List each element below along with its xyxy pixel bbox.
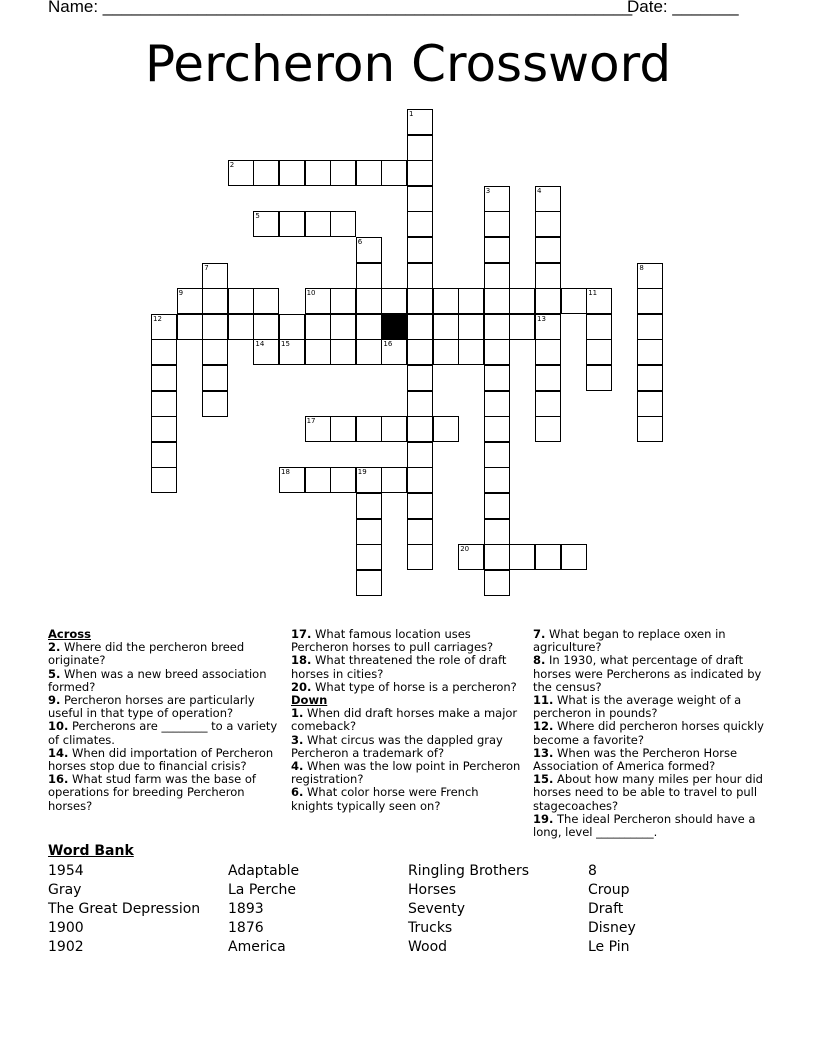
word-bank-heading: Word Bank: [48, 843, 134, 859]
grid-cell[interactable]: [407, 416, 433, 442]
grid-cell[interactable]: [356, 314, 382, 340]
word-bank-item: 8: [588, 863, 597, 879]
grid-cell[interactable]: [407, 442, 433, 468]
word-bank-item: America: [228, 939, 286, 955]
grid-cell[interactable]: [202, 391, 228, 417]
grid-cell[interactable]: [151, 365, 177, 391]
across-clue-10: 10. Percherons are ________ to a variety of climates.: [48, 719, 278, 747]
grid-cell[interactable]: [407, 263, 433, 289]
grid-cell[interactable]: [407, 519, 433, 545]
clue-number: 20: [460, 545, 470, 554]
grid-cell[interactable]: [586, 365, 612, 391]
grid-cell[interactable]: [484, 416, 510, 442]
grid-cell[interactable]: [228, 314, 254, 340]
grid-cell[interactable]: [433, 288, 459, 314]
grid-cell[interactable]: [535, 211, 561, 237]
word-bank-item: Disney: [588, 920, 636, 936]
grid-cell[interactable]: [458, 339, 484, 365]
grid-cell[interactable]: [330, 288, 356, 314]
grid-cell[interactable]: [151, 442, 177, 468]
grid-cell[interactable]: [484, 442, 510, 468]
clues-column-1: [48, 628, 280, 813]
grid-cell[interactable]: [279, 160, 305, 186]
grid-cell[interactable]: [586, 314, 612, 340]
grid-cell[interactable]: [228, 288, 254, 314]
grid-cell[interactable]: [535, 365, 561, 391]
grid-cell[interactable]: [637, 288, 663, 314]
word-bank-item: Seventy: [408, 901, 466, 917]
grid-cell[interactable]: [279, 211, 305, 237]
grid-cell[interactable]: [253, 160, 279, 186]
clue-number: 3: [485, 186, 491, 195]
word-bank-item: Le Pin: [588, 939, 630, 955]
grid-cell[interactable]: [202, 288, 228, 314]
grid-cell[interactable]: [637, 339, 663, 365]
grid-cell[interactable]: [535, 237, 561, 263]
grid-cell[interactable]: [561, 544, 587, 570]
across-clue-14: 14. When did importation of Percheron horses stop due to financial crisis?: [48, 745, 274, 774]
grid-cell[interactable]: [202, 314, 228, 340]
word-bank-item: 1876: [228, 920, 264, 936]
grid-cell[interactable]: [637, 314, 663, 340]
down-clue-1: 1. When did draft horses make a major comeback?: [291, 706, 518, 734]
down-clue-3: 3. What circus was the dappled gray Percheron a trademark of?: [291, 732, 503, 760]
grid-cell[interactable]: [458, 288, 484, 314]
name-field-label: Name: ________________________________________________________: [48, 0, 633, 16]
word-bank-item: The Great Depression: [48, 901, 201, 917]
across-clue-20: 20. What type of horse is a percheron?: [291, 679, 517, 694]
grid-cell[interactable]: [407, 365, 433, 391]
grid-cell[interactable]: [484, 544, 510, 570]
word-bank-item: Ringling Brothers: [408, 863, 530, 879]
date-field-label: Date: _______: [627, 0, 739, 16]
grid-cell[interactable]: [407, 135, 433, 161]
word-bank-item: Wood: [408, 939, 448, 955]
grid-cell[interactable]: [407, 288, 433, 314]
grid-cell[interactable]: [151, 467, 177, 493]
down-clue-15: 15. About how many miles per hour did horses need to be able to travel to pull stagecoaches?: [533, 772, 763, 813]
grid-cell[interactable]: [484, 263, 510, 289]
across-clue-9: 9. Percheron horses are particularly useful in that type of operation?: [48, 693, 255, 721]
grid-cell[interactable]: [356, 339, 382, 365]
down-clue-11: 11. What is the average weight of a percheron in pounds?: [533, 693, 742, 721]
grid-cell[interactable]: [637, 416, 663, 442]
grid-cell[interactable]: [330, 211, 356, 237]
grid-cell[interactable]: [561, 288, 587, 314]
grid-cell[interactable]: [484, 314, 510, 340]
across-clue-2: 2. Where did the percheron breed originate?: [48, 640, 245, 668]
grid-cell[interactable]: [177, 314, 203, 340]
grid-cell[interactable]: [330, 416, 356, 442]
grid-cell[interactable]: [305, 339, 331, 365]
grid-cell[interactable]: [356, 519, 382, 545]
down-clue-6: 6. What color horse were French knights typically seen on?: [291, 785, 479, 813]
grid-cell[interactable]: [202, 339, 228, 365]
word-bank-item: 1893: [228, 901, 264, 917]
grid-cell[interactable]: [305, 314, 331, 340]
grid-cell[interactable]: [458, 314, 484, 340]
clue-number: 16: [383, 340, 393, 349]
grid-cell[interactable]: [484, 288, 510, 314]
grid-cell[interactable]: [356, 288, 382, 314]
down-clue-13: 13. When was the Percheron Horse Association of America formed?: [533, 745, 738, 774]
grid-cell[interactable]: [407, 467, 433, 493]
grid-cell[interactable]: [484, 519, 510, 545]
grid-cell[interactable]: [407, 211, 433, 237]
grid-cell[interactable]: [356, 160, 382, 186]
black-square: [381, 314, 407, 340]
grid-cell[interactable]: [305, 211, 331, 237]
grid-cell[interactable]: [407, 186, 433, 212]
word-bank-item: Gray: [48, 882, 82, 898]
clues-column-2: [291, 628, 523, 813]
grid-cell[interactable]: [253, 288, 279, 314]
across-clue-18: 18. What threatened the role of draft horses in cities?: [291, 653, 507, 681]
clue-number: 18: [281, 468, 290, 477]
grid-cell[interactable]: [381, 160, 407, 186]
grid-cell[interactable]: [509, 544, 535, 570]
grid-cell[interactable]: [433, 339, 459, 365]
grid-cell[interactable]: [484, 467, 510, 493]
grid-cell[interactable]: [253, 314, 279, 340]
grid-cell[interactable]: [151, 339, 177, 365]
grid-cell[interactable]: [330, 339, 356, 365]
down-clue-8: 8. In 1930, what percentage of draft horses were Percherons as indicated by the census?: [533, 653, 762, 694]
grid-cell[interactable]: [381, 288, 407, 314]
grid-cell[interactable]: [330, 314, 356, 340]
grid-cell[interactable]: [484, 237, 510, 263]
grid-cell[interactable]: [151, 416, 177, 442]
page-title: Percheron Crossword: [144, 35, 672, 93]
clue-number: 1: [409, 110, 414, 118]
grid-cell[interactable]: [279, 314, 305, 340]
clue-number: 9: [178, 289, 184, 298]
word-bank-item: Horses: [408, 882, 457, 898]
grid-cell[interactable]: [509, 288, 535, 314]
across-clue-16: 16. What stud farm was the base of operations for breeding Percheron horses?: [48, 772, 256, 813]
clue-number: 12: [153, 314, 162, 323]
grid-cell[interactable]: [356, 493, 382, 519]
word-bank-item: 1900: [48, 920, 84, 936]
clue-number: 11: [588, 289, 598, 298]
across-clue-5: 5. When was a new breed association formed?: [48, 666, 267, 694]
grid-cell[interactable]: [330, 467, 356, 493]
grid-cell[interactable]: [637, 391, 663, 417]
grid-cell[interactable]: [535, 416, 561, 442]
word-bank-item: Draft: [588, 901, 624, 917]
clue-number: 4: [537, 186, 542, 195]
word-bank-item: 1954: [48, 863, 84, 879]
grid-cell[interactable]: [407, 493, 433, 519]
down-heading: Down: [291, 693, 328, 708]
grid-cell[interactable]: [484, 211, 510, 237]
clue-number: 19: [357, 468, 367, 477]
grid-cell[interactable]: [407, 339, 433, 365]
grid-cell[interactable]: [637, 365, 663, 391]
word-bank-item: Adaptable: [228, 863, 300, 879]
grid-cell[interactable]: [484, 391, 510, 417]
grid-cell[interactable]: [484, 339, 510, 365]
grid-cell[interactable]: [407, 544, 433, 570]
clue-number: 13: [537, 314, 546, 323]
grid-cell[interactable]: [356, 544, 382, 570]
clue-number: 2: [229, 161, 235, 170]
grid-cell[interactable]: [202, 365, 228, 391]
grid-cell[interactable]: [535, 544, 561, 570]
grid-cell[interactable]: [381, 416, 407, 442]
grid-cell[interactable]: [484, 493, 510, 519]
grid-cell[interactable]: [305, 160, 331, 186]
grid-cell[interactable]: [535, 339, 561, 365]
grid-cell[interactable]: [356, 570, 382, 596]
grid-cell[interactable]: [509, 314, 535, 340]
grid-cell[interactable]: [151, 391, 177, 417]
grid-cell[interactable]: [356, 416, 382, 442]
word-bank-item: La Perche: [228, 882, 297, 898]
word-bank-item: 1902: [48, 939, 84, 955]
down-clue-4: 4. When was the low point in Percheron registration?: [291, 759, 521, 787]
grid-cell[interactable]: [407, 160, 433, 186]
clue-number: 5: [255, 212, 260, 221]
grid-cell[interactable]: [535, 391, 561, 417]
clue-number: 15: [281, 340, 290, 349]
clue-number: 17: [306, 417, 316, 426]
down-clue-19: 19. The ideal Percheron should have a long, level __________.: [533, 811, 756, 840]
grid-cell[interactable]: [586, 339, 612, 365]
grid-cell[interactable]: [484, 570, 510, 596]
grid-cell[interactable]: [433, 314, 459, 340]
word-bank-item: Trucks: [408, 920, 453, 936]
grid-cell[interactable]: [407, 391, 433, 417]
down-clue-12: 12. Where did percheron horses quickly become a favorite?: [533, 719, 764, 747]
grid-cell[interactable]: [356, 263, 382, 289]
grid-cell[interactable]: [381, 467, 407, 493]
clue-number: 10: [306, 289, 316, 298]
clue-number: 14: [255, 340, 265, 349]
clue-number: 8: [639, 263, 644, 272]
grid-cell[interactable]: [535, 288, 561, 314]
grid-cell[interactable]: [484, 365, 510, 391]
word-bank-item: Croup: [588, 882, 630, 898]
grid-cell[interactable]: [305, 467, 331, 493]
down-clue-7: 7. What began to replace oxen in agriculture?: [533, 627, 726, 655]
across-heading: Across: [48, 627, 91, 641]
grid-cell[interactable]: [407, 314, 433, 340]
clues-column-3: [533, 628, 765, 839]
grid-cell[interactable]: [330, 160, 356, 186]
clue-number: 7: [204, 263, 209, 272]
grid-cell[interactable]: [433, 416, 459, 442]
grid-cell[interactable]: [407, 237, 433, 263]
grid-cell[interactable]: [535, 263, 561, 289]
clue-number: 6: [357, 238, 363, 246]
across-clue-17: 17. What famous location uses Percheron horses to pull carriages?: [291, 627, 494, 655]
